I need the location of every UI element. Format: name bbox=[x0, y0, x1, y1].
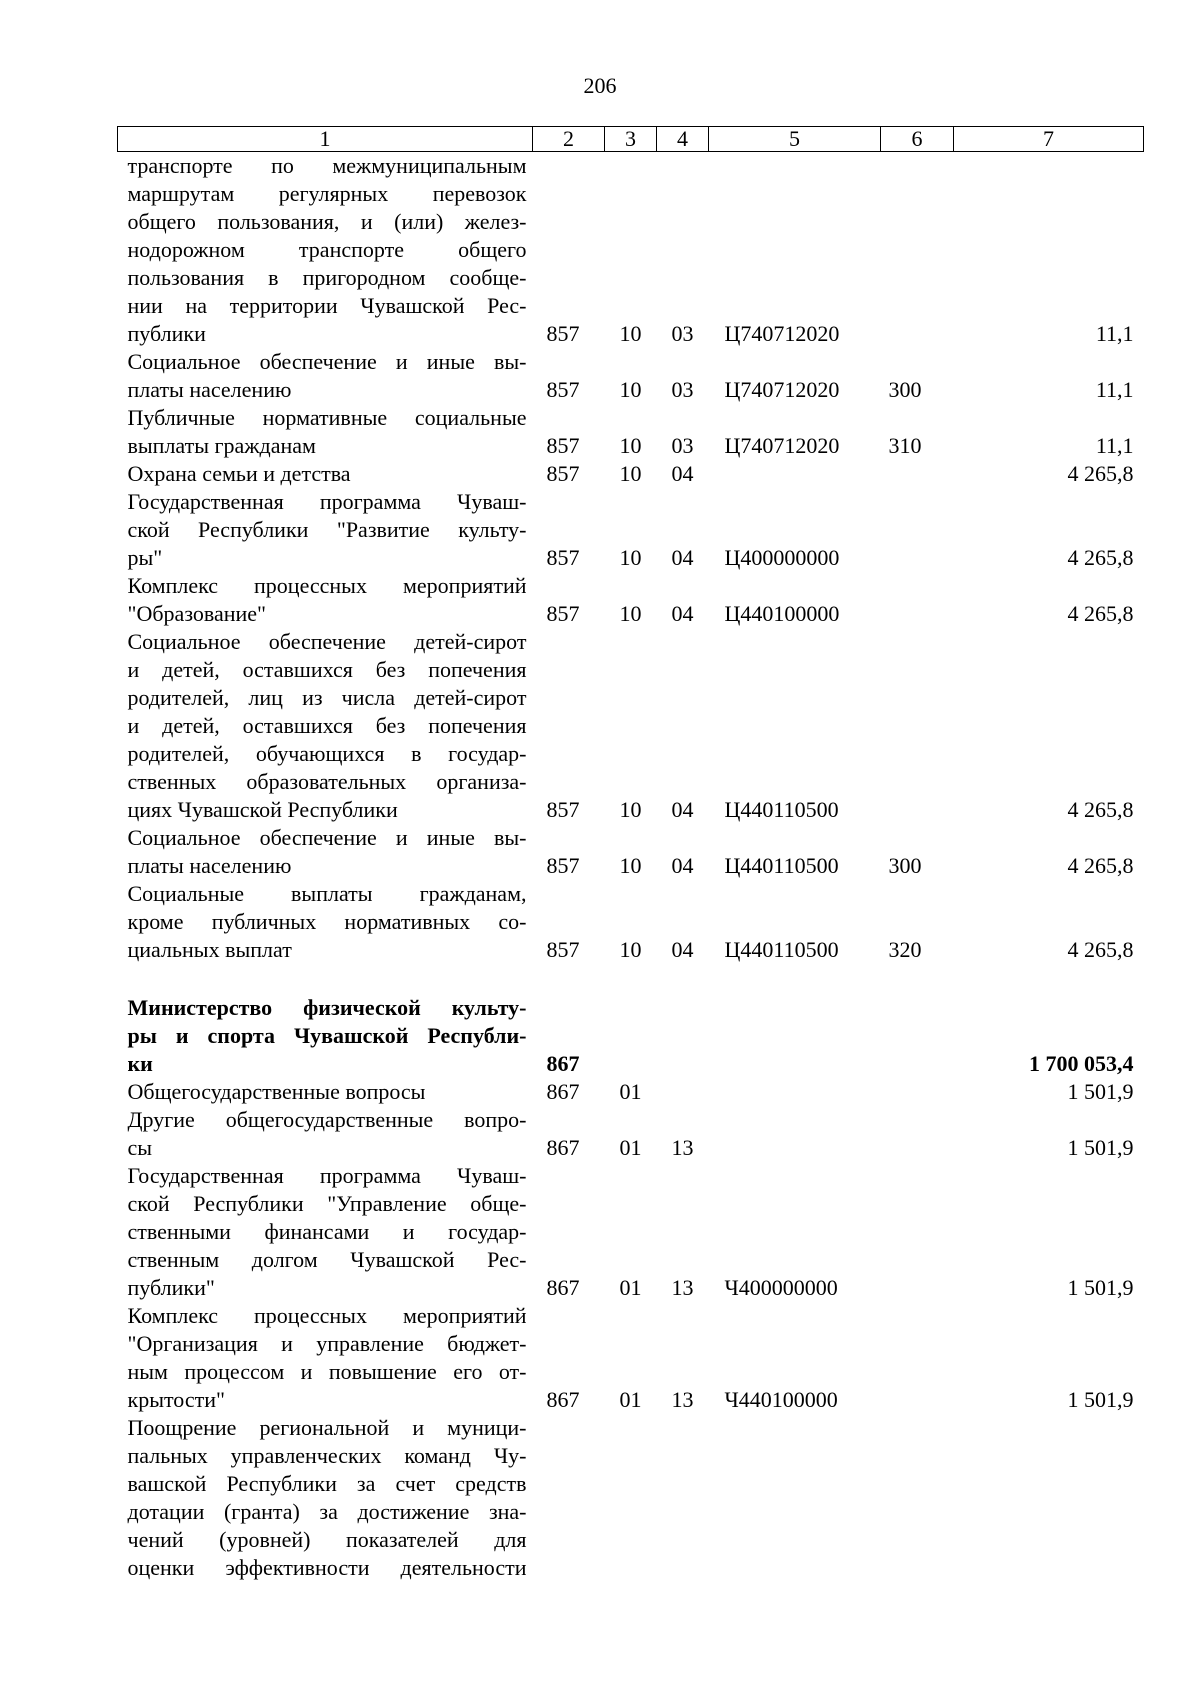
section-code: 10 bbox=[619, 461, 642, 486]
row-description bbox=[118, 572, 533, 628]
description-line: "Образование" bbox=[127, 601, 267, 626]
description-line: вашской Республики за счет средств bbox=[127, 1471, 527, 1496]
amount: 1 700 053,4 bbox=[1029, 1051, 1134, 1076]
amount: 1 501,9 bbox=[1067, 1275, 1134, 1300]
section-code bbox=[605, 1414, 657, 1582]
description-line: нии на территории Чувашской Рес- bbox=[127, 293, 527, 318]
description-line: платы населению bbox=[127, 853, 292, 878]
expense-type-code: 300 bbox=[888, 853, 922, 878]
description-line: ской Республики "Развитие культу- bbox=[127, 517, 527, 542]
amount: 1 501,9 bbox=[1067, 1387, 1134, 1412]
subsection-code: 13 bbox=[671, 1135, 694, 1160]
table-row bbox=[118, 1162, 1144, 1302]
amount: 4 265,8 bbox=[1067, 797, 1134, 822]
row-description bbox=[118, 994, 533, 1078]
description-line: Социальные выплаты гражданам, bbox=[127, 881, 527, 906]
description-line: и детей, оставшихся без попечения bbox=[127, 657, 527, 682]
amount: 1 501,9 bbox=[1067, 1135, 1134, 1160]
ministry-code: 857 bbox=[546, 545, 580, 570]
table-row bbox=[118, 404, 1144, 460]
table-row bbox=[118, 824, 1144, 880]
description-line: циях Чувашской Республики bbox=[127, 797, 398, 822]
expense-type-code: 300 bbox=[888, 377, 922, 402]
table-row bbox=[118, 628, 1144, 824]
description-line: ным процессом и повышение его от- bbox=[127, 1359, 527, 1384]
ministry-code: 867 bbox=[546, 1135, 580, 1160]
description-line: маршрутам регулярных перевозок bbox=[127, 181, 527, 206]
description-line: Министерство физической культу- bbox=[127, 995, 527, 1020]
table-header-row bbox=[118, 127, 1144, 152]
description-line: циальных выплат bbox=[127, 937, 292, 962]
column-header-6: 6 bbox=[881, 127, 954, 152]
description-line: Социальное обеспечение детей-сирот bbox=[127, 629, 527, 654]
description-line: родителей, обучающихся в государ- bbox=[127, 741, 527, 766]
target-article-code: Ц440110500 bbox=[724, 937, 839, 962]
description-line: Социальное обеспечение и иные вы- bbox=[127, 349, 527, 374]
amount: 11,1 bbox=[1095, 377, 1134, 402]
row-description bbox=[118, 404, 533, 460]
column-header-7: 7 bbox=[954, 127, 1144, 152]
amount: 1 501,9 bbox=[1067, 1079, 1134, 1104]
target-article-code: Ц440100000 bbox=[724, 601, 840, 626]
target-article-code bbox=[709, 994, 881, 1078]
section-code bbox=[605, 994, 657, 1078]
description-line: нодорожном транспорте общего bbox=[127, 237, 527, 262]
subsection-code: 03 bbox=[671, 321, 694, 346]
expense-type-code bbox=[881, 488, 954, 572]
table-row bbox=[118, 1302, 1144, 1414]
section-code: 01 bbox=[619, 1275, 642, 1300]
table-row bbox=[118, 572, 1144, 628]
row-description bbox=[118, 824, 533, 880]
subsection-code bbox=[657, 994, 709, 1078]
row-description bbox=[118, 488, 533, 572]
ministry-code: 867 bbox=[546, 1051, 580, 1076]
row-description bbox=[118, 1078, 533, 1106]
subsection-code: 04 bbox=[671, 937, 694, 962]
expense-type-code bbox=[881, 628, 954, 824]
subsection-code: 13 bbox=[671, 1275, 694, 1300]
row-description bbox=[118, 628, 533, 824]
description-line: выплаты гражданам bbox=[127, 433, 316, 458]
description-line: дотации (гранта) за достижение зна- bbox=[127, 1499, 527, 1524]
expense-type-code bbox=[881, 572, 954, 628]
ministry-code bbox=[533, 1414, 605, 1582]
expense-type-code bbox=[881, 152, 954, 349]
subsection-code: 04 bbox=[671, 853, 694, 878]
row-description bbox=[118, 152, 533, 349]
table-row bbox=[118, 1078, 1144, 1106]
description-line: ры" bbox=[127, 545, 163, 570]
section-code: 01 bbox=[619, 1135, 642, 1160]
amount bbox=[954, 1414, 1144, 1582]
column-header-2: 2 bbox=[533, 127, 605, 152]
expense-type-code: 310 bbox=[888, 433, 922, 458]
description-line: родителей, лиц из числа детей-сирот bbox=[127, 685, 527, 710]
target-article-code bbox=[709, 1106, 881, 1162]
ministry-code: 857 bbox=[546, 433, 580, 458]
expense-type-code bbox=[881, 994, 954, 1078]
description-line: ки bbox=[127, 1051, 153, 1076]
section-code: 10 bbox=[619, 853, 642, 878]
description-line: Публичные нормативные социальные bbox=[127, 405, 527, 430]
section-code: 10 bbox=[619, 545, 642, 570]
table-row-section bbox=[118, 994, 1144, 1078]
ministry-code: 867 bbox=[546, 1387, 580, 1412]
ministry-code: 857 bbox=[546, 797, 580, 822]
table-row bbox=[118, 348, 1144, 404]
ministry-code: 867 bbox=[546, 1079, 580, 1104]
description-line: пальных управленческих команд Чу- bbox=[127, 1443, 527, 1468]
section-code: 10 bbox=[619, 937, 642, 962]
description-line: крытости" bbox=[127, 1387, 225, 1412]
expense-type-code bbox=[881, 1302, 954, 1414]
target-article-code bbox=[709, 1414, 881, 1582]
ministry-code: 857 bbox=[546, 601, 580, 626]
subsection-code: 03 bbox=[671, 377, 694, 402]
row-description bbox=[118, 1162, 533, 1302]
target-article-code: Ц440110500 bbox=[724, 797, 839, 822]
ministry-code: 857 bbox=[546, 461, 580, 486]
description-line: чений (уровней) показателей для bbox=[127, 1527, 527, 1552]
expense-type-code: 320 bbox=[888, 937, 922, 962]
target-article-code: Ц440110500 bbox=[724, 853, 839, 878]
row-description bbox=[118, 880, 533, 964]
amount: 4 265,8 bbox=[1067, 601, 1134, 626]
target-article-code: Ц400000000 bbox=[724, 545, 840, 570]
subsection-code bbox=[657, 1078, 709, 1106]
description-line: Социальное обеспечение и иные вы- bbox=[127, 825, 527, 850]
expense-type-code bbox=[881, 1078, 954, 1106]
expense-type-code bbox=[881, 460, 954, 488]
expense-type-code bbox=[881, 1414, 954, 1582]
section-code: 10 bbox=[619, 377, 642, 402]
ministry-code: 867 bbox=[546, 1275, 580, 1300]
column-header-5: 5 bbox=[709, 127, 881, 152]
description-line: ственными финансами и государ- bbox=[127, 1219, 527, 1244]
amount: 4 265,8 bbox=[1067, 461, 1134, 486]
ministry-code: 857 bbox=[546, 853, 580, 878]
section-code: 10 bbox=[619, 601, 642, 626]
column-header-1: 1 bbox=[118, 127, 533, 152]
description-line: публики" bbox=[127, 1275, 215, 1300]
description-line: Другие общегосударственные вопро- bbox=[127, 1107, 527, 1132]
description-line: Комплекс процессных мероприятий bbox=[127, 573, 527, 598]
amount: 11,1 bbox=[1095, 433, 1134, 458]
subsection-code: 04 bbox=[671, 545, 694, 570]
description-line: платы населению bbox=[127, 377, 292, 402]
ministry-code: 857 bbox=[546, 937, 580, 962]
target-article-code bbox=[709, 1078, 881, 1106]
target-article-code: Ч440100000 bbox=[724, 1387, 838, 1412]
spacer-cell bbox=[118, 964, 1144, 994]
target-article-code: Ч400000000 bbox=[724, 1275, 838, 1300]
amount: 11,1 bbox=[1095, 321, 1134, 346]
row-description bbox=[118, 1414, 533, 1582]
amount: 4 265,8 bbox=[1067, 853, 1134, 878]
table-row bbox=[118, 152, 1144, 349]
column-header-3: 3 bbox=[605, 127, 657, 152]
description-line: оценки эффективности деятельности bbox=[127, 1555, 527, 1580]
description-line: пользования в пригородном сообще- bbox=[127, 265, 527, 290]
budget-table bbox=[117, 126, 1144, 1582]
description-line: "Организация и управление бюджет- bbox=[127, 1331, 527, 1356]
subsection-code: 04 bbox=[671, 797, 694, 822]
table-body bbox=[118, 152, 1144, 1583]
description-line: Государственная программа Чуваш- bbox=[127, 1163, 527, 1188]
table-row bbox=[118, 1414, 1144, 1582]
description-line: Охрана семьи и детства bbox=[127, 461, 351, 486]
expense-type-code bbox=[881, 1162, 954, 1302]
description-line: Комплекс процессных мероприятий bbox=[127, 1303, 527, 1328]
column-header-4: 4 bbox=[657, 127, 709, 152]
description-line: ры и спорта Чувашской Республи- bbox=[127, 1023, 527, 1048]
target-article-code bbox=[709, 460, 881, 488]
subsection-code: 03 bbox=[671, 433, 694, 458]
description-line: общего пользования, и (или) желез- bbox=[127, 209, 527, 234]
target-article-code: Ц740712020 bbox=[724, 321, 840, 346]
description-line: ственных образовательных организа- bbox=[127, 769, 527, 794]
row-description bbox=[118, 1302, 533, 1414]
row-description bbox=[118, 1106, 533, 1162]
spacer-row bbox=[118, 964, 1144, 994]
description-line: Поощрение региональной и муници- bbox=[127, 1415, 527, 1440]
subsection-code: 04 bbox=[671, 601, 694, 626]
amount: 4 265,8 bbox=[1067, 937, 1134, 962]
description-line: Общегосударственные вопросы bbox=[127, 1079, 426, 1104]
target-article-code: Ц740712020 bbox=[724, 377, 840, 402]
table-row bbox=[118, 880, 1144, 964]
table-row bbox=[118, 488, 1144, 572]
amount: 4 265,8 bbox=[1067, 545, 1134, 570]
subsection-code bbox=[657, 1414, 709, 1582]
description-line: Государственная программа Чуваш- bbox=[127, 489, 527, 514]
table-row bbox=[118, 460, 1144, 488]
description-line: публики bbox=[127, 321, 206, 346]
subsection-code: 04 bbox=[671, 461, 694, 486]
section-code: 10 bbox=[619, 797, 642, 822]
description-line: ской Республики "Управление обще- bbox=[127, 1191, 527, 1216]
row-description bbox=[118, 460, 533, 488]
description-line: кроме публичных нормативных со- bbox=[127, 909, 527, 934]
section-code: 10 bbox=[619, 321, 642, 346]
section-code: 10 bbox=[619, 433, 642, 458]
ministry-code: 857 bbox=[546, 321, 580, 346]
expense-type-code bbox=[881, 1106, 954, 1162]
description-line: и детей, оставшихся без попечения bbox=[127, 713, 527, 738]
description-line: транспорте по межмуниципальным bbox=[127, 153, 527, 178]
section-code: 01 bbox=[619, 1079, 642, 1104]
page-number: 206 bbox=[583, 73, 617, 98]
description-line: сы bbox=[127, 1135, 153, 1160]
section-code: 01 bbox=[619, 1387, 642, 1412]
subsection-code: 13 bbox=[671, 1387, 694, 1412]
table-row bbox=[118, 1106, 1144, 1162]
row-description bbox=[118, 348, 533, 404]
description-line: ственным долгом Чувашской Рес- bbox=[127, 1247, 527, 1272]
ministry-code: 857 bbox=[546, 377, 580, 402]
target-article-code: Ц740712020 bbox=[724, 433, 840, 458]
